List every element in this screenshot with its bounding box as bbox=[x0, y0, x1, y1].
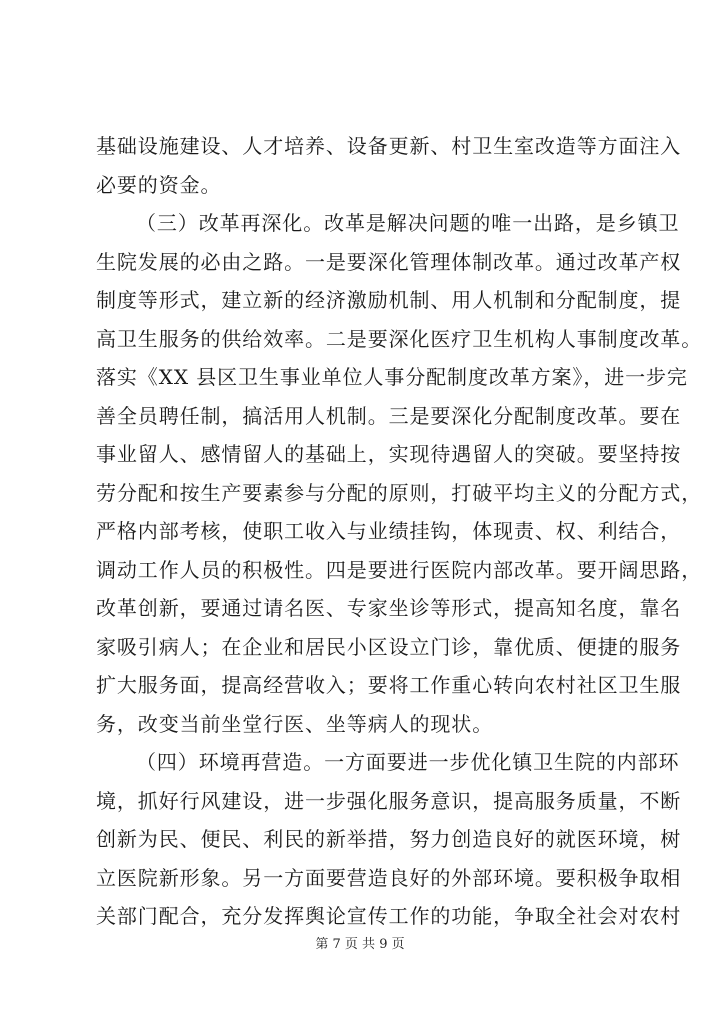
text-line: 落实《XX 县区卫生事业单位人事分配制度改革方案》，进一步完 bbox=[96, 365, 688, 389]
text-line: 改革创新，要通过请名医、专家坐诊等形式，提高知名度，靠名 bbox=[96, 596, 682, 620]
text-line: 高卫生服务的供给效率。二是要深化医疗卫生机构人事制度改革。 bbox=[96, 326, 703, 351]
body-text bbox=[96, 127, 703, 936]
paragraph-heading-line: （四）环境再营造。一方面要进一步优化镇卫生院的内部环 bbox=[136, 750, 680, 774]
text-line: 调动工作人员的积极性。四是要进行医院内部改革。要开阔思路， bbox=[96, 557, 703, 582]
text-line: 基础设施建设、人才培养、设备更新、村卫生室改造等方面注入 bbox=[96, 134, 682, 158]
text-line: 扩大服务面，提高经营收入；要将工作重心转向农村社区卫生服 bbox=[96, 673, 682, 697]
text-line: 事业留人、感情留人的基础上，实现待遇留人的突破。要坚持按 bbox=[96, 442, 682, 466]
text-line: 创新为民、便民、利民的新举措，努力创造良好的就医环境，树 bbox=[96, 827, 682, 851]
page-number: 第 7 页 共 9 页 bbox=[315, 937, 405, 952]
text-line: 家吸引病人；在企业和居民小区设立门诊，靠优质、便捷的服务 bbox=[96, 634, 682, 659]
text-line: 立医院新形象。另一方面要营造良好的外部环境。要积极争取相 bbox=[96, 865, 682, 890]
page-footer bbox=[0, 935, 720, 955]
text-line: 境，抓好行风建设，进一步强化服务意识，提高服务质量，不断 bbox=[96, 788, 682, 813]
text-line: 务，改变当前坐堂行医、坐等病人的现状。 bbox=[96, 711, 494, 736]
paragraph-heading-line: （三）改革再深化。改革是解决问题的唯一出路，是乡镇卫 bbox=[136, 211, 680, 235]
text-line: 善全员聘任制，搞活用人机制。三是要深化分配制度改革。要在 bbox=[96, 403, 682, 428]
text-line: 严格内部考核，使职工收入与业绩挂钩，体现责、权、利结合， bbox=[96, 519, 682, 543]
text-line: 制度等形式，建立新的经济激励机制、用人机制和分配制度，提 bbox=[96, 288, 682, 312]
text-line: 必要的资金。 bbox=[96, 172, 222, 197]
text-line: 劳分配和按生产要素参与分配的原则，打破平均主义的分配方式， bbox=[96, 480, 703, 505]
text-line: 关部门配合，充分发挥舆论宣传工作的功能，争取全社会对农村 bbox=[96, 904, 682, 928]
text-line: 生院发展的必由之路。一是要深化管理体制改革。通过改革产权 bbox=[96, 249, 682, 274]
